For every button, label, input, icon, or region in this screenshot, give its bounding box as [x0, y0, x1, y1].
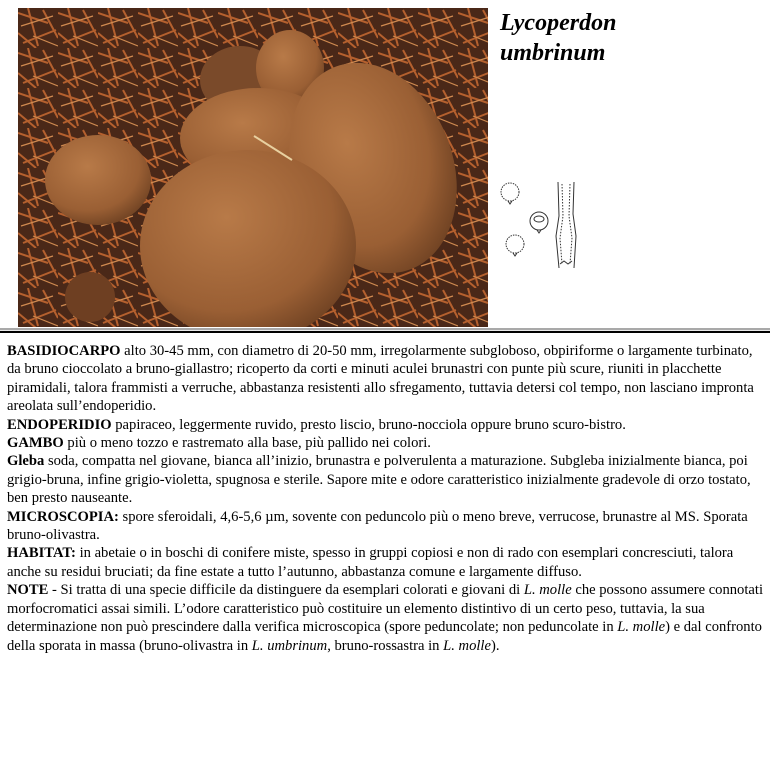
description-body: [7, 342, 763, 655]
note-text: , bruno-rossastra in: [327, 637, 444, 654]
section-text: più o meno tozzo e rastremato alla base, più pallido nei colori.: [63, 435, 431, 452]
microscopy-drawing: [498, 176, 588, 272]
section-text: alto 30-45 mm, con diametro di 20-50 mm, irregolarmente subgloboso, obpiriforme o largamente turbinato, da bruno cioccolato a bruno-giallastro; ricoperto da corti e minuti aculei brunastri con punte più scure, riuniti in placchette piramidali, talora frammisti a verruche, abbastanza resistenti allo sfregamento, tuttavia detersi col tempo, non lasciano impronta areolata sull’endoperidio.: [7, 343, 754, 415]
section-label: MICROSCOPIA:: [7, 508, 119, 525]
species-name: L. molle: [617, 619, 666, 636]
section-gleba: [7, 452, 763, 507]
species-title: [500, 8, 616, 68]
species-name: L. molle: [443, 637, 491, 654]
species-name: L. molle: [523, 582, 572, 599]
note-text: ) e dal confronto della sporata in massa (bruno-olivastra in: [7, 619, 762, 654]
section-note: [7, 581, 763, 655]
horizontal-divider: [0, 328, 770, 334]
section-basidiocarpo: [7, 342, 763, 416]
section-label: HABITAT:: [7, 545, 76, 562]
title-genus: Lycoperdon: [500, 10, 617, 36]
title-species: umbrinum: [500, 40, 606, 66]
mushroom-photo: [18, 8, 488, 327]
section-habitat: [7, 544, 763, 581]
section-text: in abetaie o in boschi di conifere miste, spesso in gruppi copiosi e non di rado con esemplari concresciuti, talora anche su residui bruciati; da fine estate a tutto l’autunno, abbastanza comune e largamente diffuso.: [7, 545, 734, 580]
section-text: soda, compatta nel giovane, bianca all’inizio, brunastra e polverulenta a maturazione. Subgleba inizialmente bianca, poi grigio-bruna, infine grigio-violetta, spugnosa e sterile. Sapore mite e odore caratteristico inizialmente gradevole di orzo tostato, ben presto nauseante.: [7, 453, 751, 507]
section-label: NOTE: [7, 582, 49, 599]
section-microscopia: [7, 508, 763, 545]
section-label: BASIDIOCARPO: [7, 343, 121, 359]
section-endoperidio: [7, 416, 763, 434]
section-text: spore sferoidali, 4,6-5,6 µm, sovente con peduncolo più o meno breve, verrucose, brunastre al MS. Sporata bruno-olivastra.: [7, 508, 748, 544]
note-text: ).: [490, 637, 500, 654]
section-label: Gleba: [7, 453, 45, 470]
section-text: papiraceo, leggermente ruvido, presto liscio, bruno-nocciola oppure bruno scuro-bistro.: [111, 416, 626, 433]
section-gambo: [7, 434, 763, 452]
note-text: - Si tratta di una specie difficile da distinguere da esemplari colorati e giovani di: [48, 582, 524, 599]
species-name: L. umbrinum: [251, 637, 328, 654]
section-label: ENDOPERIDIO: [7, 416, 112, 433]
note-text: che possono assumere connotati morfocromatici assai simili. L’odore caratteristico può costituire un elemento distintivo di un certo peso, tuttavia, la sua determinazione non può prescindere dalla verifica microscopica (spore peduncolate; non peduncolate in: [7, 582, 763, 636]
section-label: GAMBO: [7, 435, 64, 452]
